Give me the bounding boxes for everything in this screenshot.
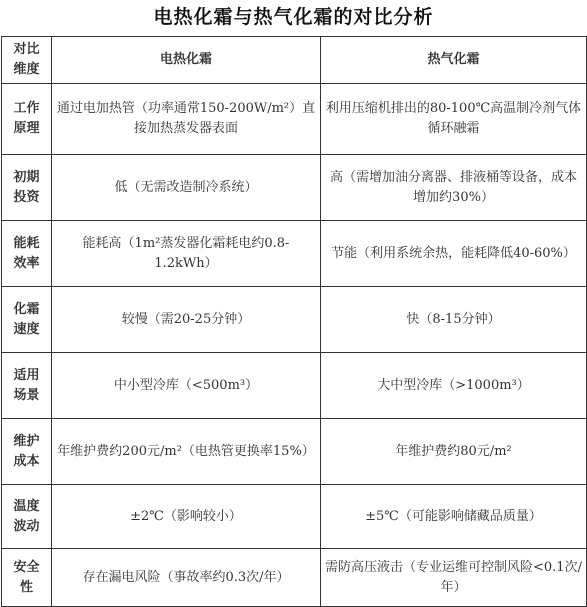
cell-hot-gas: 年维护费约80元/m² [321,419,587,485]
cell-electric: 中小型冷库（<500m³） [52,353,321,419]
row-dimension: 化霜速度 [2,287,52,353]
table-row [2,221,587,287]
row-dimension: 安全性 [2,549,52,607]
row-dimension: 维护成本 [2,419,52,485]
cell-electric: 低（无需改造制冷系统） [52,155,321,221]
cell-electric: ±2℃（影响较小） [52,485,321,549]
row-dimension: 初期投资 [2,155,52,221]
table-row [2,84,587,155]
header-dimension: 对比维度 [2,37,52,84]
cell-electric: 存在漏电风险（事故率约0.3次/年） [52,549,321,607]
table-row [2,419,587,485]
cell-hot-gas: 利用压缩机排出的80-100℃高温制冷剂气体循环融霜 [321,84,587,155]
table-row [2,155,587,221]
cell-hot-gas: 节能（利用系统余热，能耗降低40-60%） [321,221,587,287]
table-header-row [2,37,587,84]
table-row [2,549,587,607]
cell-hot-gas: 快（8-15分钟） [321,287,587,353]
cell-hot-gas: 高（需增加油分离器、排液桶等设备，成本增加约30%） [321,155,587,221]
table-row [2,353,587,419]
row-dimension: 适用场景 [2,353,52,419]
table-row [2,287,587,353]
cell-electric: 较慢（需20-25分钟） [52,287,321,353]
header-electric-defrost: 电热化霜 [52,37,321,84]
header-hot-gas-defrost: 热气化霜 [321,37,587,84]
cell-hot-gas: ±5℃（可能影响储藏品质量） [321,485,587,549]
cell-electric: 年维护费约200元/m²（电热管更换率15%） [52,419,321,485]
cell-electric: 通过电加热管（功率通常150-200W/m²）直接加热蒸发器表面 [52,84,321,155]
cell-hot-gas: 需防高压液击（专业运维可控制风险<0.1次/年） [321,549,587,607]
table-row [2,485,587,549]
page-title: 电热化霜与热气化霜的对比分析 [153,6,434,28]
comparison-table [1,36,587,607]
cell-electric: 能耗高（1m²蒸发器化霜耗电约0.8-1.2kWh） [52,221,321,287]
row-dimension: 工作原理 [2,84,52,155]
row-dimension: 能耗效率 [2,221,52,287]
row-dimension: 温度波动 [2,485,52,549]
cell-hot-gas: 大中型冷库（>1000m³） [321,353,587,419]
